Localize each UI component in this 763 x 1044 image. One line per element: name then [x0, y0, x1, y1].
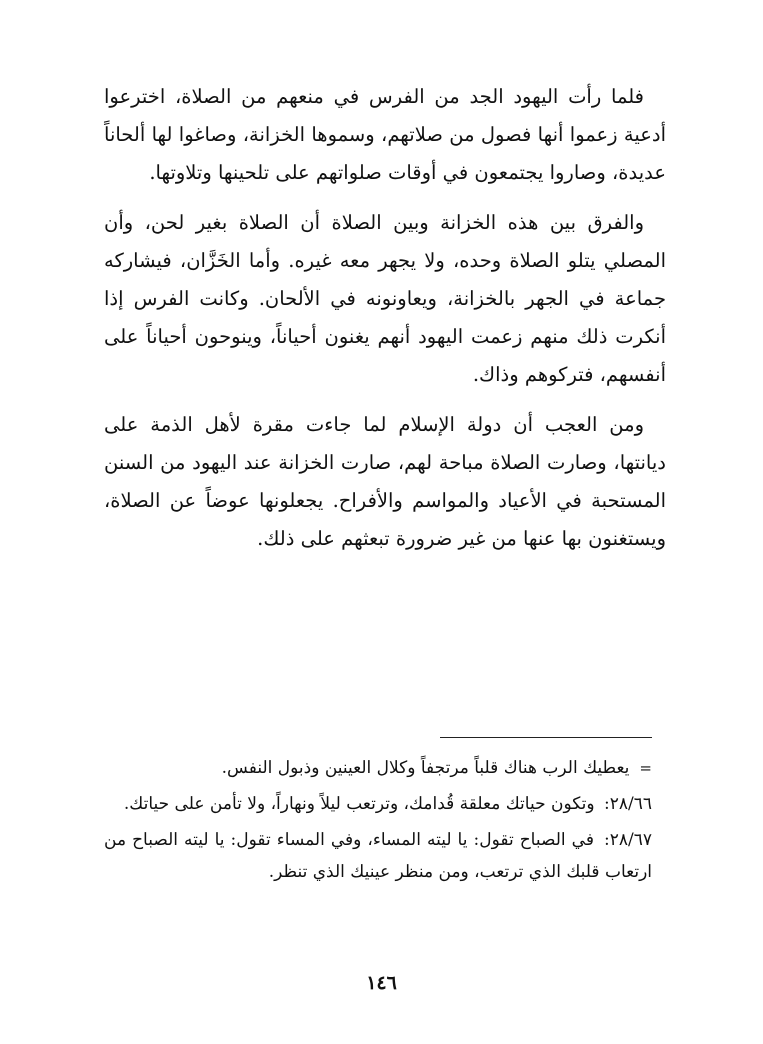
footnote-text: في الصباح تقول: يا ليته المساء، وفي المساء تقول: يا ليته الصباح من ارتعاب قلبك الذي ترتعب، ومن منظر عينيك الذي تنظر.	[104, 830, 652, 882]
footnote-continuation	[104, 752, 652, 784]
footnote-ref: ٢٨/٦٦:	[604, 794, 652, 814]
footnote-continuation-text: يعطيك الرب هناك قلباً مرتجفاً وكلال العينين وذبول النفس.	[221, 758, 630, 778]
footnote-item	[104, 824, 652, 888]
paragraph-3: ومن العجب أن دولة الإسلام لما جاءت مقرة لأهل الذمة على ديانتها، وصارت الصلاة مباحة لهم، صارت الخزانة عند اليهود من السنن المستحبة في الأعياد والمواسم والأفراح. يجعلونها عوضاً عن الصلاة، ويستغنون بها عنها من غير ضرورة تبعثهم على ذلك.	[104, 413, 666, 550]
paragraph-2: والفرق بين هذه الخزانة وبين الصلاة أن الصلاة بغير لحن، وأن المصلي يتلو الصلاة وحده، ولا يجهر معه غيره. وأما الخَزَّان، فيشاركه جماعة في الجهر بالخزانة، ويعاونونه في الألحان. وكانت الفرس إذا أنكرت ذلك منهم زعمت اليهود أنهم يغنون أحياناً، وينوحون أحياناً على أنفسهم، فتركوهم وذاك.	[104, 211, 666, 386]
footnote-item	[104, 788, 652, 820]
main-text	[104, 78, 666, 570]
page-number: ١٤٦	[366, 972, 397, 994]
footnotes	[104, 752, 652, 892]
footnote-ref: ٢٨/٦٧:	[604, 830, 652, 850]
paragraph-1: فلما رأت اليهود الجد من الفرس في منعهم من الصلاة، اخترعوا أدعية زعموا أنها فصول من صلاتهم، وسموها الخزانة، وصاغوا لها ألحاناً عديدة، وصاروا يجتمعون في أوقات صلواتهم على تلحينها وتلاوتها.	[104, 85, 666, 184]
footnote-text: وتكون حياتك معلقة قُدامك، وترتعب ليلاً ونهاراً، ولا تأمن على حياتك.	[123, 794, 595, 814]
continuation-mark: =	[639, 759, 652, 777]
footnote-separator	[440, 737, 652, 738]
